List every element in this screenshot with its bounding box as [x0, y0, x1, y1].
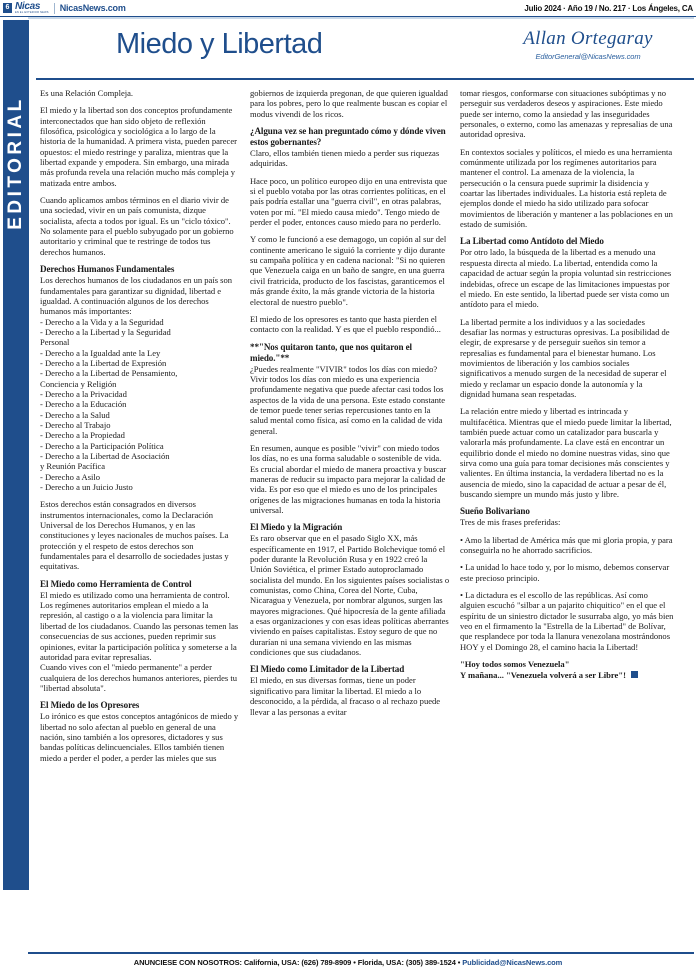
paragraph: tomar riesgos, conformarse con situaciones subóptimas y no perseguir sus verdaderos deseos y aspiraciones. Este miedo puede ser interno, como la ansiedad y las inseguridades personales, o externo, como las amenazas y represalias de una autoridad opresiva.	[460, 88, 673, 140]
pull-quote: **"Nos quitaron tanto, que nos quitaron el miedo."**	[250, 341, 412, 363]
quote-bullet: • La dictadura es el escollo de las repúblicas. Así como alguien escuchó "silbar a un pajarito chiquitico" en el que el espíritu de un siniestro dictador le susurraba algo, yo más bien veo en el firmamento la "Estrella de la Libertad" de Bolívar, que resplandece por toda la llanura venezolana mostrándonos HOY y el Domingo 28, el camino hacia la Libertad!	[460, 590, 674, 652]
rights-list	[40, 317, 240, 493]
paragraph: Es una Relación Compleja.	[40, 88, 134, 98]
author-signature: Allan Ortegaray	[523, 28, 653, 49]
list-item: - Derecho a la Privacidad	[40, 388, 127, 399]
list-item: - Derecho al Trabajo	[40, 419, 111, 430]
site-url-link[interactable]: NicasNews.com	[59, 3, 126, 13]
footer-bar	[0, 958, 696, 967]
list-item: - Derecho a la Propiedad	[40, 430, 125, 441]
list-item: - Derecho a la Libertad de Pensamiento,	[40, 368, 178, 379]
list-item: - Derecho a la Libertad de Expresión	[40, 357, 167, 368]
section-heading: Derechos Humanos Fundamentales	[40, 264, 175, 275]
paragraph: Claro, ellos también tienen miedo a perder sus riquezas adquiridas.	[250, 148, 440, 169]
paragraph: gobiernos de izquierda pregonan, de que quieren igualdad para los pobres, pero lo que realmente buscan es copiar el modus vivendi de los ricos.	[250, 88, 448, 119]
list-item: - Derecho a la Libertad de Asociación	[40, 451, 170, 461]
paragraph: Cuando vives con el "miedo permanente" a perder cualquiera de los derechos humanos anteriores, pierdes tu "libertad absoluta".	[40, 662, 237, 693]
paragraph: La relación entre miedo y libertad es intrincada y multifacética. Mientras que el miedo puede limitar la libertad, también puede actuar como un catalizador para buscarla y valorarla más profundamente. La clave está en encontrar un equilibrio donde el miedo no domine nuestras vidas, sino que sirva como una guía para tomar decisiones más conscientes y valientes. En última instancia, la verdadera libertad no es la ausencia de miedo, sino la capacidad de actuar a pesar de él, buscando siempre un mundo más justo y libre.	[460, 406, 672, 500]
byline	[488, 28, 688, 61]
section-heading: La Libertad como Antídoto del Miedo	[460, 236, 604, 247]
issue-info: Julio 2024 · Año 19 / No. 217 · Los Ángeles, CA	[524, 3, 693, 13]
list-item: y Reunión Pacífica	[40, 461, 106, 472]
paragraph: Es raro observar que en el pasado Siglo XX, más específicamente en 1917, el Partido Bolchevique tomó el poder durante la Revolución Rusa y en 1922 creó la Unión Soviética, el primer Estado autoproclamado socialista del mundo. En los siguientes países socialistas o comunistas, como China, Corea del Norte, Cuba, Nicaragua y Venezuela, por nombrar algunos, surgen las mayores migraciones. Qué hipocresía de la gente afiliada a esas organizaciones y con esas ideas políticas aberrantes viviendo en países capitalistas. Estoy seguro de que no durarían ni una semana viviendo en las mismas condiciones que sus ciudadanos.	[250, 533, 450, 658]
masthead-rule	[28, 17, 694, 19]
list-item: - Derecho a la Igualdad ante la Ley	[40, 347, 161, 358]
closing-line-2-text: Y mañana... "Venezuela volverá a ser Libre"!	[460, 669, 626, 680]
paragraph: Vivir todos los días con miedo es una experiencia profundamente negativa que puede afectar casi todos los aspectos de la vida de una persona. Este estado constante de temor puede tener serias repercusiones tanto en la salud mental como física, así como en la calidad de vida general.	[250, 373, 446, 436]
section-heading: El Miedo como Herramienta de Control	[40, 578, 192, 589]
list-item: - Derecho a la Salud	[40, 409, 110, 420]
article-body	[40, 88, 694, 950]
paragraph: Tres de mis frases preferidas:	[460, 517, 561, 528]
paragraph: ¿Puedes realmente "VIVIR" todos los días con miedo?	[250, 363, 438, 374]
masthead-divider	[54, 3, 55, 14]
page-number-badge: 6	[3, 3, 12, 13]
paragraph: En resumen, aunque es posible "vivir" con miedo todos los días, no es una forma saludable o sostenible de vida. Es crucial abordar el miedo de manera proactiva y buscar maneras de reducir su impacto para mejorar la calidad de vida. Es por eso que el miedo es uno de los principales orígenes de las migraciones humanas en toda la historia universal.	[250, 442, 447, 515]
newspaper-logo[interactable]	[3, 2, 49, 14]
paragraph: La libertad permite a los individuos y a las sociedades desafiar las normas y estructuras opresivas. La posibilidad de elegir, de expresarse y de perseguir sueños sin temor a represalias es fundamental para el bienestar humano. Los movimientos de liberación y los cambios sociales significativos a menudo surgen de la necesidad de superar el miedo y reclamar un espacio donde la autonomía y la dignidad humana sean respetadas.	[460, 316, 670, 399]
paragraph: Lo irónico es que estos conceptos antagónicos de miedo y libertad no solo afectan al pueblo en general de una nación, sino también a los opresores, dictadores y sus bandas políticas delincuenciales. Ellos también tienen miedo a perder el poder, a perder las mieles que sus	[40, 711, 239, 763]
section-heading: Sueño Bolivariano	[460, 506, 530, 517]
paragraph: En contextos sociales y políticos, el miedo es una herramienta comúnmente utilizada por los regímenes autoritarios para mantener el control. La amenaza de la violencia, la persecución o la censura puede suprimir la disidencia y coartar las libertades individuales. La historia está repleta de ejemplos donde el miedo ha sido utilizado para sofocar movimientos de liberación y mantener a las poblaciones en un estado de sumisión.	[460, 146, 673, 230]
section-heading: ¿Alguna vez se han preguntado cómo y dónde viven estos gobernantes?	[250, 126, 446, 148]
list-item: Conciencia y Religión	[40, 378, 117, 389]
page-title: Miedo y Libertad	[116, 28, 323, 60]
paragraph: Estos derechos están consagrados en diversos instrumentos internacionales, como la Declaración Universal de los Derechos Humanos, y en las constituciones y leyes nacionales de muchos países. La protección y el respeto de estos derechos son fundamentales para el desarrollo de sociedades justas y equitativas.	[40, 499, 229, 572]
article-header	[36, 22, 692, 76]
paragraph: Cuando aplicamos ambos términos en el diario vivir de una sociedad, vivir en un país comunista, dizque socialista, afecta a todos por igual. Es un "ciclo tóxico". No solamente para el pueblo subyugado por un gobierno autoritario y criminal que te restringe de todos tus derechos humanos.	[40, 195, 234, 257]
footer-rule	[28, 952, 694, 954]
section-heading: El Miedo de los Opresores	[40, 700, 140, 711]
paragraph: Hace poco, un político europeo dijo en una entrevista que si el pueblo votaba por las otras corrientes políticas, en el país podría estallar una "guerra civil", en otras palabras, voten por mí. "El miedo causa miedo". Tengo miedo de perder el poder, entonces causo miedo para no perderlo.	[250, 175, 447, 228]
title-rule	[36, 78, 694, 80]
list-item: - Derecho a la Libertad y la Seguridad	[40, 326, 171, 337]
end-mark-icon	[631, 671, 638, 678]
article-column-3	[460, 88, 674, 950]
paragraph: Los derechos humanos de los ciudadanos en un país son fundamentales para garantizar su dignidad, libertad e igualdad. A continuación algunos de los derechos humanos más importantes:	[40, 275, 233, 317]
closing-line-1: "Hoy todos somos Venezuela"	[460, 659, 570, 670]
list-item: - Derecho a la Vida y a la Seguridad	[40, 316, 164, 327]
paragraph: Por otro lado, la búsqueda de la libertad es a menudo una respuesta directa al miedo. La libertad, entendida como la capacidad de actuar según la propia voluntad sin restricciones indebidas, ofrece un escape de las limitaciones impuestas por el miedo. En este sentido, la libertad puede ser vista como un antídoto para el miedo.	[460, 247, 672, 310]
masthead-bar	[0, 0, 696, 17]
article-column-1	[40, 88, 240, 950]
paragraph: El miedo y la libertad son dos conceptos profundamente interconectados que han sido objeto de reflexión filosófica, psicológica y sociológica a lo largo de la historia de la humanidad. A primera vista, pueden parecer opuestos: el miedo restringe y paraliza, mientras que la libertad expande y empodera. Sin embargo, una mirada más profunda revela una relación mucho más compleja y matizada entre ambos.	[40, 105, 237, 188]
paragraph: El miedo es utilizado como una herramienta de control. Los regímenes autoritarios emplean el miedo a la represión, al castigo o a la violencia para limitar la libertad de los ciudadanos. Cuando las personas temen las consecuencias de sus acciones, pueden reprimir sus opiniones, evitar la participación política y someterse a la autoridad para evitar represalias.	[40, 589, 239, 662]
logo-tagline: EN EL EXTERIOR NEWS	[15, 11, 49, 14]
article-column-2	[250, 88, 450, 950]
footer-contact-text: ANUNCIESE CON NOSOTROS: California, USA: (626) 789-8909 • Florida, USA: (305) 389-1524 •	[133, 958, 463, 967]
closing-line-2	[460, 670, 674, 680]
list-item: Personal	[40, 337, 70, 348]
quote-bullet: • Amo la libertad de América más que mi gloria propia, y para conseguirla no he ahorrado sacrificios.	[460, 534, 673, 556]
list-item: - Derecho a Asilo	[40, 471, 101, 482]
list-item: - Derecho a un Juicio Justo	[40, 482, 133, 493]
paragraph: El miedo de los opresores es tanto que hasta pierden el contacto con la realidad. Y es que el pueblo respondió...	[250, 313, 441, 335]
footer-ad-email[interactable]: Publicidad@NicasNews.com	[462, 958, 563, 967]
editorial-spine	[3, 20, 29, 890]
list-item: - Derecho a la Participación Política	[40, 440, 164, 451]
quote-bullet: • La unidad lo hace todo y, por lo mismo, debemos conservar este precioso principio.	[460, 562, 670, 583]
editorial-spine-label: EDITORIAL	[5, 96, 26, 230]
author-email-link[interactable]: EditorGeneral@NicasNews.com	[535, 52, 641, 61]
list-item: - Derecho a la Educación	[40, 399, 127, 410]
paragraph: Y como le funcionó a ese demagogo, un copión al sur del continente americano le siguió la corriente y dijo durante su campaña política y en cadena nacional: "Si no quieren que Venezuela caiga en un baño de sangre, en una guerra civil fratricida, producto de los fascistas, garanticemos el más grande éxito, la más grande victoria de la historia electoral de nuestro pueblo".	[250, 234, 447, 307]
section-heading: El Miedo como Limitador de la Libertad	[250, 664, 405, 675]
section-heading: El Miedo y la Migración	[250, 522, 343, 533]
paragraph: El miedo, en sus diversas formas, tiene un poder significativo para limitar la libertad. El miedo a lo desconocido, a la pérdida, al fracaso o al rechazo puede llevar a las personas a evitar	[250, 675, 441, 717]
logo-wordmark: Nicas	[15, 1, 41, 12]
